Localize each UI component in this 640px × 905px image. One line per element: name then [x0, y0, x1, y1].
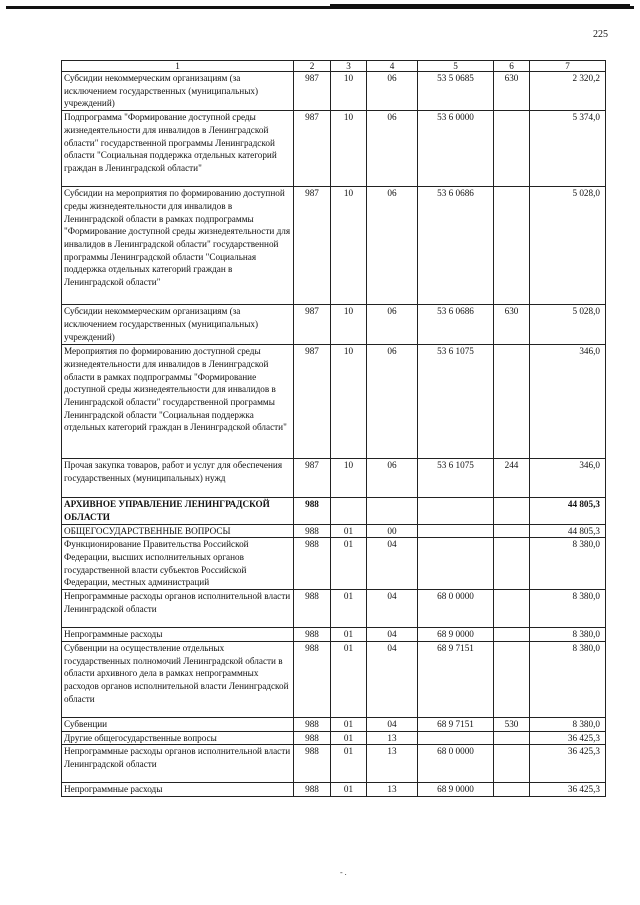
- expense-type-cell: [494, 641, 530, 717]
- ministry-code-cell: 988: [294, 590, 331, 628]
- section-code-cell: 01: [331, 783, 367, 797]
- target-item-cell: 68 9 0000: [418, 783, 494, 797]
- ministry-code-cell: 987: [294, 187, 331, 305]
- table-row: [62, 498, 606, 524]
- row-name-cell: Подпрограмма "Формирование доступной среды жизнедеятельности для инвалидов в Ленинградской области" государственной программы Ленинградской области "Социальная поддержка отдельных категорий граждан в Ленинградской области": [62, 111, 294, 187]
- target-item-cell: 68 9 7151: [418, 717, 494, 731]
- header-col-1: 1: [62, 61, 294, 72]
- section-code-cell: 01: [331, 628, 367, 642]
- target-item-cell: 53 6 0686: [418, 187, 494, 305]
- row-name-cell: АРХИВНОЕ УПРАВЛЕНИЕ ЛЕНИНГРАДСКОЙ ОБЛАСТИ: [62, 498, 294, 524]
- subsection-code-cell: 00: [367, 524, 418, 538]
- row-name-cell: Субсидии некоммерческим организациям (за исключением государственных (муниципальных) учреждений): [62, 72, 294, 111]
- section-code-cell: 10: [331, 345, 367, 459]
- table-row: [62, 187, 606, 305]
- ministry-code-cell: 988: [294, 745, 331, 783]
- amount-cell: 346,0: [530, 345, 606, 459]
- row-name-cell: Непрограммные расходы органов исполнительной власти Ленинградской области: [62, 745, 294, 783]
- table-row: [62, 459, 606, 498]
- top-border-rule: [6, 6, 634, 9]
- amount-cell: 8 380,0: [530, 628, 606, 642]
- target-item-cell: 53 6 0000: [418, 111, 494, 187]
- target-item-cell: 68 0 0000: [418, 590, 494, 628]
- section-code-cell: 10: [331, 187, 367, 305]
- section-code-cell: 10: [331, 459, 367, 498]
- expense-type-cell: [494, 187, 530, 305]
- table-row: [62, 731, 606, 745]
- target-item-cell: [418, 524, 494, 538]
- ministry-code-cell: 988: [294, 524, 331, 538]
- target-item-cell: 68 9 7151: [418, 641, 494, 717]
- table-row: [62, 345, 606, 459]
- expense-type-cell: [494, 345, 530, 459]
- section-code-cell: 01: [331, 538, 367, 590]
- table-row: [62, 590, 606, 628]
- table-row: [62, 717, 606, 731]
- amount-cell: 44 805,3: [530, 524, 606, 538]
- amount-cell: 44 805,3: [530, 498, 606, 524]
- subsection-code-cell: 04: [367, 538, 418, 590]
- expense-type-cell: [494, 628, 530, 642]
- subsection-code-cell: 04: [367, 641, 418, 717]
- target-item-cell: 68 9 0000: [418, 628, 494, 642]
- amount-cell: 36 425,3: [530, 745, 606, 783]
- expense-type-cell: [494, 111, 530, 187]
- subsection-code-cell: 13: [367, 745, 418, 783]
- budget-table: [61, 60, 606, 797]
- row-name-cell: Функционирование Правительства Российской Федерации, высших исполнительных органов государственной власти субъектов Российской Федерации, местных администраций: [62, 538, 294, 590]
- table-row: [62, 641, 606, 717]
- ministry-code-cell: 988: [294, 498, 331, 524]
- subsection-code-cell: 06: [367, 111, 418, 187]
- expense-type-cell: [494, 498, 530, 524]
- row-name-cell: Субсидии на мероприятия по формированию доступной среды жизнедеятельности для инвалидов в Ленинградской области в рамках подпрограммы "Формирование доступной среды жизнедеятельности для инвалидов в Ленинградской области" государственной программы Ленинградской области "Социальная поддержка отдельных категорий граждан в Ленинградской области": [62, 187, 294, 305]
- expense-type-cell: 630: [494, 72, 530, 111]
- section-code-cell: 01: [331, 590, 367, 628]
- expense-type-cell: [494, 590, 530, 628]
- header-col-5: 5: [418, 61, 494, 72]
- subsection-code-cell: 06: [367, 305, 418, 345]
- header-col-2: 2: [294, 61, 331, 72]
- ministry-code-cell: 988: [294, 628, 331, 642]
- amount-cell: 2 320,2: [530, 72, 606, 111]
- expense-type-cell: [494, 783, 530, 797]
- amount-cell: 346,0: [530, 459, 606, 498]
- header-col-3: 3: [331, 61, 367, 72]
- subsection-code-cell: 04: [367, 628, 418, 642]
- target-item-cell: 53 6 1075: [418, 459, 494, 498]
- target-item-cell: 53 6 0686: [418, 305, 494, 345]
- header-col-6: 6: [494, 61, 530, 72]
- row-name-cell: ОБЩЕГОСУДАРСТВЕННЫЕ ВОПРОСЫ: [62, 524, 294, 538]
- section-code-cell: [331, 498, 367, 524]
- ministry-code-cell: 988: [294, 538, 331, 590]
- subsection-code-cell: 06: [367, 187, 418, 305]
- subsection-code-cell: 13: [367, 731, 418, 745]
- expense-type-cell: [494, 731, 530, 745]
- ministry-code-cell: 987: [294, 305, 331, 345]
- table-row: [62, 305, 606, 345]
- table-row: [62, 111, 606, 187]
- table-row: [62, 524, 606, 538]
- expense-type-cell: [494, 745, 530, 783]
- subsection-code-cell: [367, 498, 418, 524]
- expense-type-cell: 530: [494, 717, 530, 731]
- ministry-code-cell: 988: [294, 641, 331, 717]
- row-name-cell: Непрограммные расходы: [62, 628, 294, 642]
- header-col-4: 4: [367, 61, 418, 72]
- row-name-cell: Непрограммные расходы: [62, 783, 294, 797]
- section-code-cell: 10: [331, 72, 367, 111]
- section-code-cell: 01: [331, 524, 367, 538]
- amount-cell: 8 380,0: [530, 538, 606, 590]
- amount-cell: 8 380,0: [530, 717, 606, 731]
- row-name-cell: Мероприятия по формированию доступной среды жизнедеятельности для инвалидов в Ленинградской области в рамках подпрограммы "Формирование доступной среды жизнедеятельности для инвалидов в Ленинградской области" государственной программы Ленинградской области "Социальная поддержка отдельных категорий граждан в Ленинградской области": [62, 345, 294, 459]
- ministry-code-cell: 987: [294, 459, 331, 498]
- table-row: [62, 628, 606, 642]
- top-border-rule-secondary: [330, 4, 630, 6]
- ministry-code-cell: 987: [294, 72, 331, 111]
- section-code-cell: 01: [331, 641, 367, 717]
- target-item-cell: 53 5 0685: [418, 72, 494, 111]
- subsection-code-cell: 04: [367, 717, 418, 731]
- row-name-cell: Другие общегосударственные вопросы: [62, 731, 294, 745]
- subsection-code-cell: 06: [367, 72, 418, 111]
- amount-cell: 5 028,0: [530, 305, 606, 345]
- target-item-cell: 53 6 1075: [418, 345, 494, 459]
- section-code-cell: 01: [331, 731, 367, 745]
- table-row: [62, 538, 606, 590]
- target-item-cell: [418, 731, 494, 745]
- row-name-cell: Субвенции: [62, 717, 294, 731]
- row-name-cell: Прочая закупка товаров, работ и услуг для обеспечения государственных (муниципальных) нужд: [62, 459, 294, 498]
- section-code-cell: 01: [331, 717, 367, 731]
- amount-cell: 5 374,0: [530, 111, 606, 187]
- expense-type-cell: [494, 538, 530, 590]
- target-item-cell: [418, 538, 494, 590]
- expense-type-cell: [494, 524, 530, 538]
- ministry-code-cell: 988: [294, 731, 331, 745]
- row-name-cell: Непрограммные расходы органов исполнительной власти Ленинградской области: [62, 590, 294, 628]
- ministry-code-cell: 988: [294, 717, 331, 731]
- ministry-code-cell: 987: [294, 111, 331, 187]
- amount-cell: 5 028,0: [530, 187, 606, 305]
- subsection-code-cell: 06: [367, 345, 418, 459]
- subsection-code-cell: 06: [367, 459, 418, 498]
- row-name-cell: Субсидии некоммерческим организациям (за исключением государственных (муниципальных) учреждений): [62, 305, 294, 345]
- subsection-code-cell: 04: [367, 590, 418, 628]
- table-row: [62, 745, 606, 783]
- header-col-7: 7: [530, 61, 606, 72]
- table-row: [62, 783, 606, 797]
- section-code-cell: 01: [331, 745, 367, 783]
- section-code-cell: 10: [331, 111, 367, 187]
- subsection-code-cell: 13: [367, 783, 418, 797]
- expense-type-cell: 630: [494, 305, 530, 345]
- amount-cell: 8 380,0: [530, 641, 606, 717]
- page-number: 225: [593, 29, 608, 40]
- row-name-cell: Субвенции на осуществление отдельных государственных полномочий Ленинградской области в области архивного дела в рамках непрограммных расходов органов исполнительной власти Ленинградской области: [62, 641, 294, 717]
- ministry-code-cell: 987: [294, 345, 331, 459]
- expense-type-cell: 244: [494, 459, 530, 498]
- section-code-cell: 10: [331, 305, 367, 345]
- footer-mark: - .: [340, 868, 347, 877]
- target-item-cell: 68 0 0000: [418, 745, 494, 783]
- amount-cell: 36 425,3: [530, 731, 606, 745]
- table-header-row: [62, 61, 606, 72]
- ministry-code-cell: 988: [294, 783, 331, 797]
- amount-cell: 8 380,0: [530, 590, 606, 628]
- amount-cell: 36 425,3: [530, 783, 606, 797]
- target-item-cell: [418, 498, 494, 524]
- table-row: [62, 72, 606, 111]
